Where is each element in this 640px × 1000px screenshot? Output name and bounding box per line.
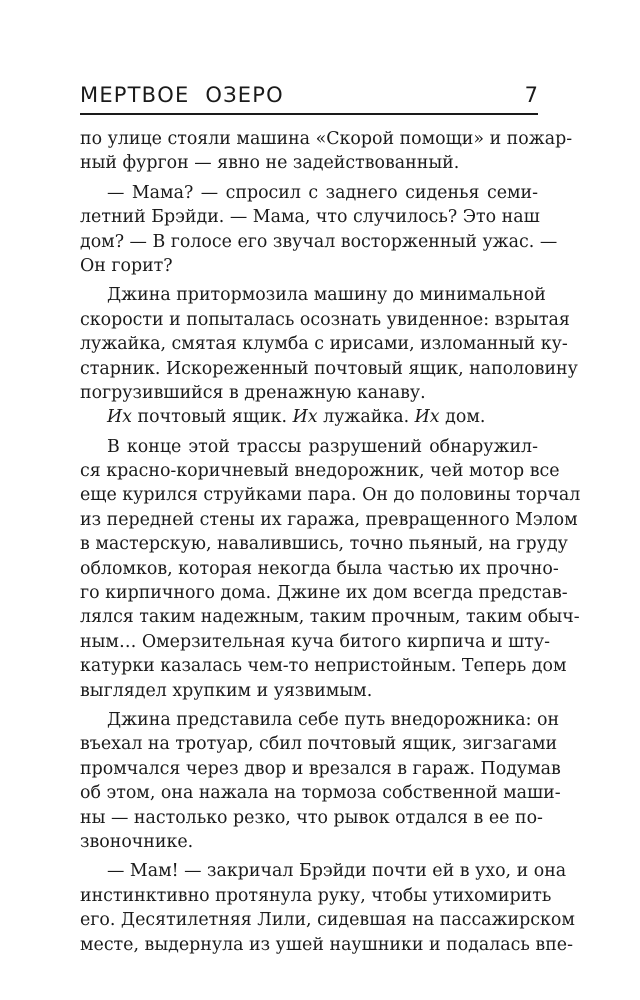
line-text: погрузившийся в дренажную канаву. bbox=[80, 382, 426, 403]
text-line bbox=[80, 230, 558, 254]
text-line bbox=[80, 933, 573, 957]
text-line bbox=[80, 483, 581, 507]
line-text: из передней стены их гаража, превращенного Мэлом bbox=[80, 509, 578, 530]
text-line bbox=[80, 654, 567, 678]
line-text: Он горит? bbox=[80, 255, 173, 276]
line-text: дом. bbox=[439, 407, 486, 428]
text-line bbox=[80, 732, 558, 756]
text-line bbox=[80, 254, 538, 278]
body-text bbox=[80, 127, 581, 957]
running-title: МЕРТВОЕ ОЗЕРО bbox=[80, 83, 284, 107]
text-line bbox=[80, 830, 538, 854]
italic-text: Их bbox=[292, 407, 318, 428]
text-line bbox=[80, 708, 560, 732]
text-line bbox=[80, 806, 543, 830]
running-header bbox=[80, 80, 538, 110]
text-line bbox=[80, 679, 538, 703]
text-line bbox=[80, 308, 570, 332]
line-text: промчался через двор и врезался в гараж. Подумав bbox=[80, 758, 561, 779]
line-text: звоночнике. bbox=[80, 831, 194, 852]
line-text: ный фургон — явно не задействованный. bbox=[80, 153, 460, 174]
line-text: В конце этой трассы разрушений обнаружил- bbox=[107, 436, 538, 457]
line-text: Джина притормозила машину до минимальной bbox=[107, 285, 546, 306]
text-line bbox=[80, 381, 538, 405]
header-rule bbox=[80, 113, 538, 115]
line-text: выглядел хрупким и уязвимым. bbox=[80, 680, 373, 701]
line-text: лужайка. bbox=[317, 407, 415, 428]
line-text: летний Брэйди. — Мама, что случилось? Это наш bbox=[80, 207, 540, 228]
text-line bbox=[80, 459, 560, 483]
line-text: ны — настолько резко, что рывок отдался в ее по- bbox=[80, 807, 543, 828]
text-line bbox=[80, 283, 546, 307]
text-line bbox=[80, 181, 538, 205]
text-line bbox=[80, 859, 567, 883]
line-text: обломков, которая некогда была частью их прочно- bbox=[80, 558, 559, 579]
text-line bbox=[80, 127, 573, 151]
line-text: об этом, она нажала на тормоза собственной маши- bbox=[80, 783, 561, 804]
text-line bbox=[80, 557, 559, 581]
text-line bbox=[80, 508, 578, 532]
text-line bbox=[80, 757, 561, 781]
line-text: катурки казалась чем-то непристойным. Теперь дом bbox=[80, 656, 567, 677]
text-line bbox=[80, 605, 580, 629]
text-line bbox=[80, 151, 538, 175]
text-line bbox=[80, 781, 561, 805]
italic-text: Их bbox=[414, 407, 440, 428]
italic-text: Их bbox=[107, 407, 132, 428]
line-text: — Мам! — закричал Брэйди почти ей в ухо, и она bbox=[107, 861, 567, 882]
line-text: инстинктивно протянула руку, чтобы утихомирить bbox=[80, 885, 552, 906]
line-text: го кирпичного дома. Джине их дом всегда представ- bbox=[80, 583, 568, 604]
line-text: дом? — В голосе его звучал восторженный ужас. — bbox=[80, 231, 558, 252]
text-line bbox=[80, 332, 568, 356]
line-text: почтовый ящик. bbox=[131, 407, 293, 428]
text-line bbox=[80, 405, 538, 429]
line-text: лялся таким надежным, таким прочным, таким обыч- bbox=[80, 607, 580, 628]
line-text: по улице стояли машина «Скорой помощи» и пожар- bbox=[80, 129, 573, 149]
text-line bbox=[80, 630, 550, 654]
line-text: скорости и попыталась осознать увиденное: взрытая bbox=[80, 309, 570, 330]
text-line bbox=[80, 435, 538, 459]
line-text: лужайка, смятая клумба с ирисами, изломанный ку- bbox=[80, 334, 568, 355]
line-text: в мастерскую, навалившись, точно пьяный, на груду bbox=[80, 534, 568, 555]
text-line bbox=[80, 532, 568, 556]
line-text: еще курился струйками пара. Он до половины торчал bbox=[80, 485, 581, 506]
text-line bbox=[80, 884, 552, 908]
line-text: ся красно-коричневый внедорожник, чей мотор все bbox=[80, 461, 560, 482]
text-line bbox=[80, 357, 578, 381]
text-line bbox=[80, 908, 575, 932]
text-line bbox=[80, 581, 568, 605]
page-number: 7 bbox=[524, 83, 538, 107]
line-text: въехал на тротуар, сбил почтовый ящик, зигзагами bbox=[80, 734, 558, 755]
line-text: — Мама? — спросил с заднего сиденья семи- bbox=[107, 182, 538, 203]
line-text: Джина представила себе путь внедорожника: он bbox=[107, 709, 560, 730]
line-text: его. Десятилетняя Лили, сидевшая на пассажирском bbox=[80, 910, 575, 931]
text-line bbox=[80, 205, 538, 229]
line-text: месте, выдернула из ушей наушники и подалась впе- bbox=[80, 934, 573, 955]
line-text: старник. Искореженный почтовый ящик, наполовину bbox=[80, 358, 578, 379]
line-text: ным… Омерзительная куча битого кирпича и шту- bbox=[80, 631, 550, 652]
